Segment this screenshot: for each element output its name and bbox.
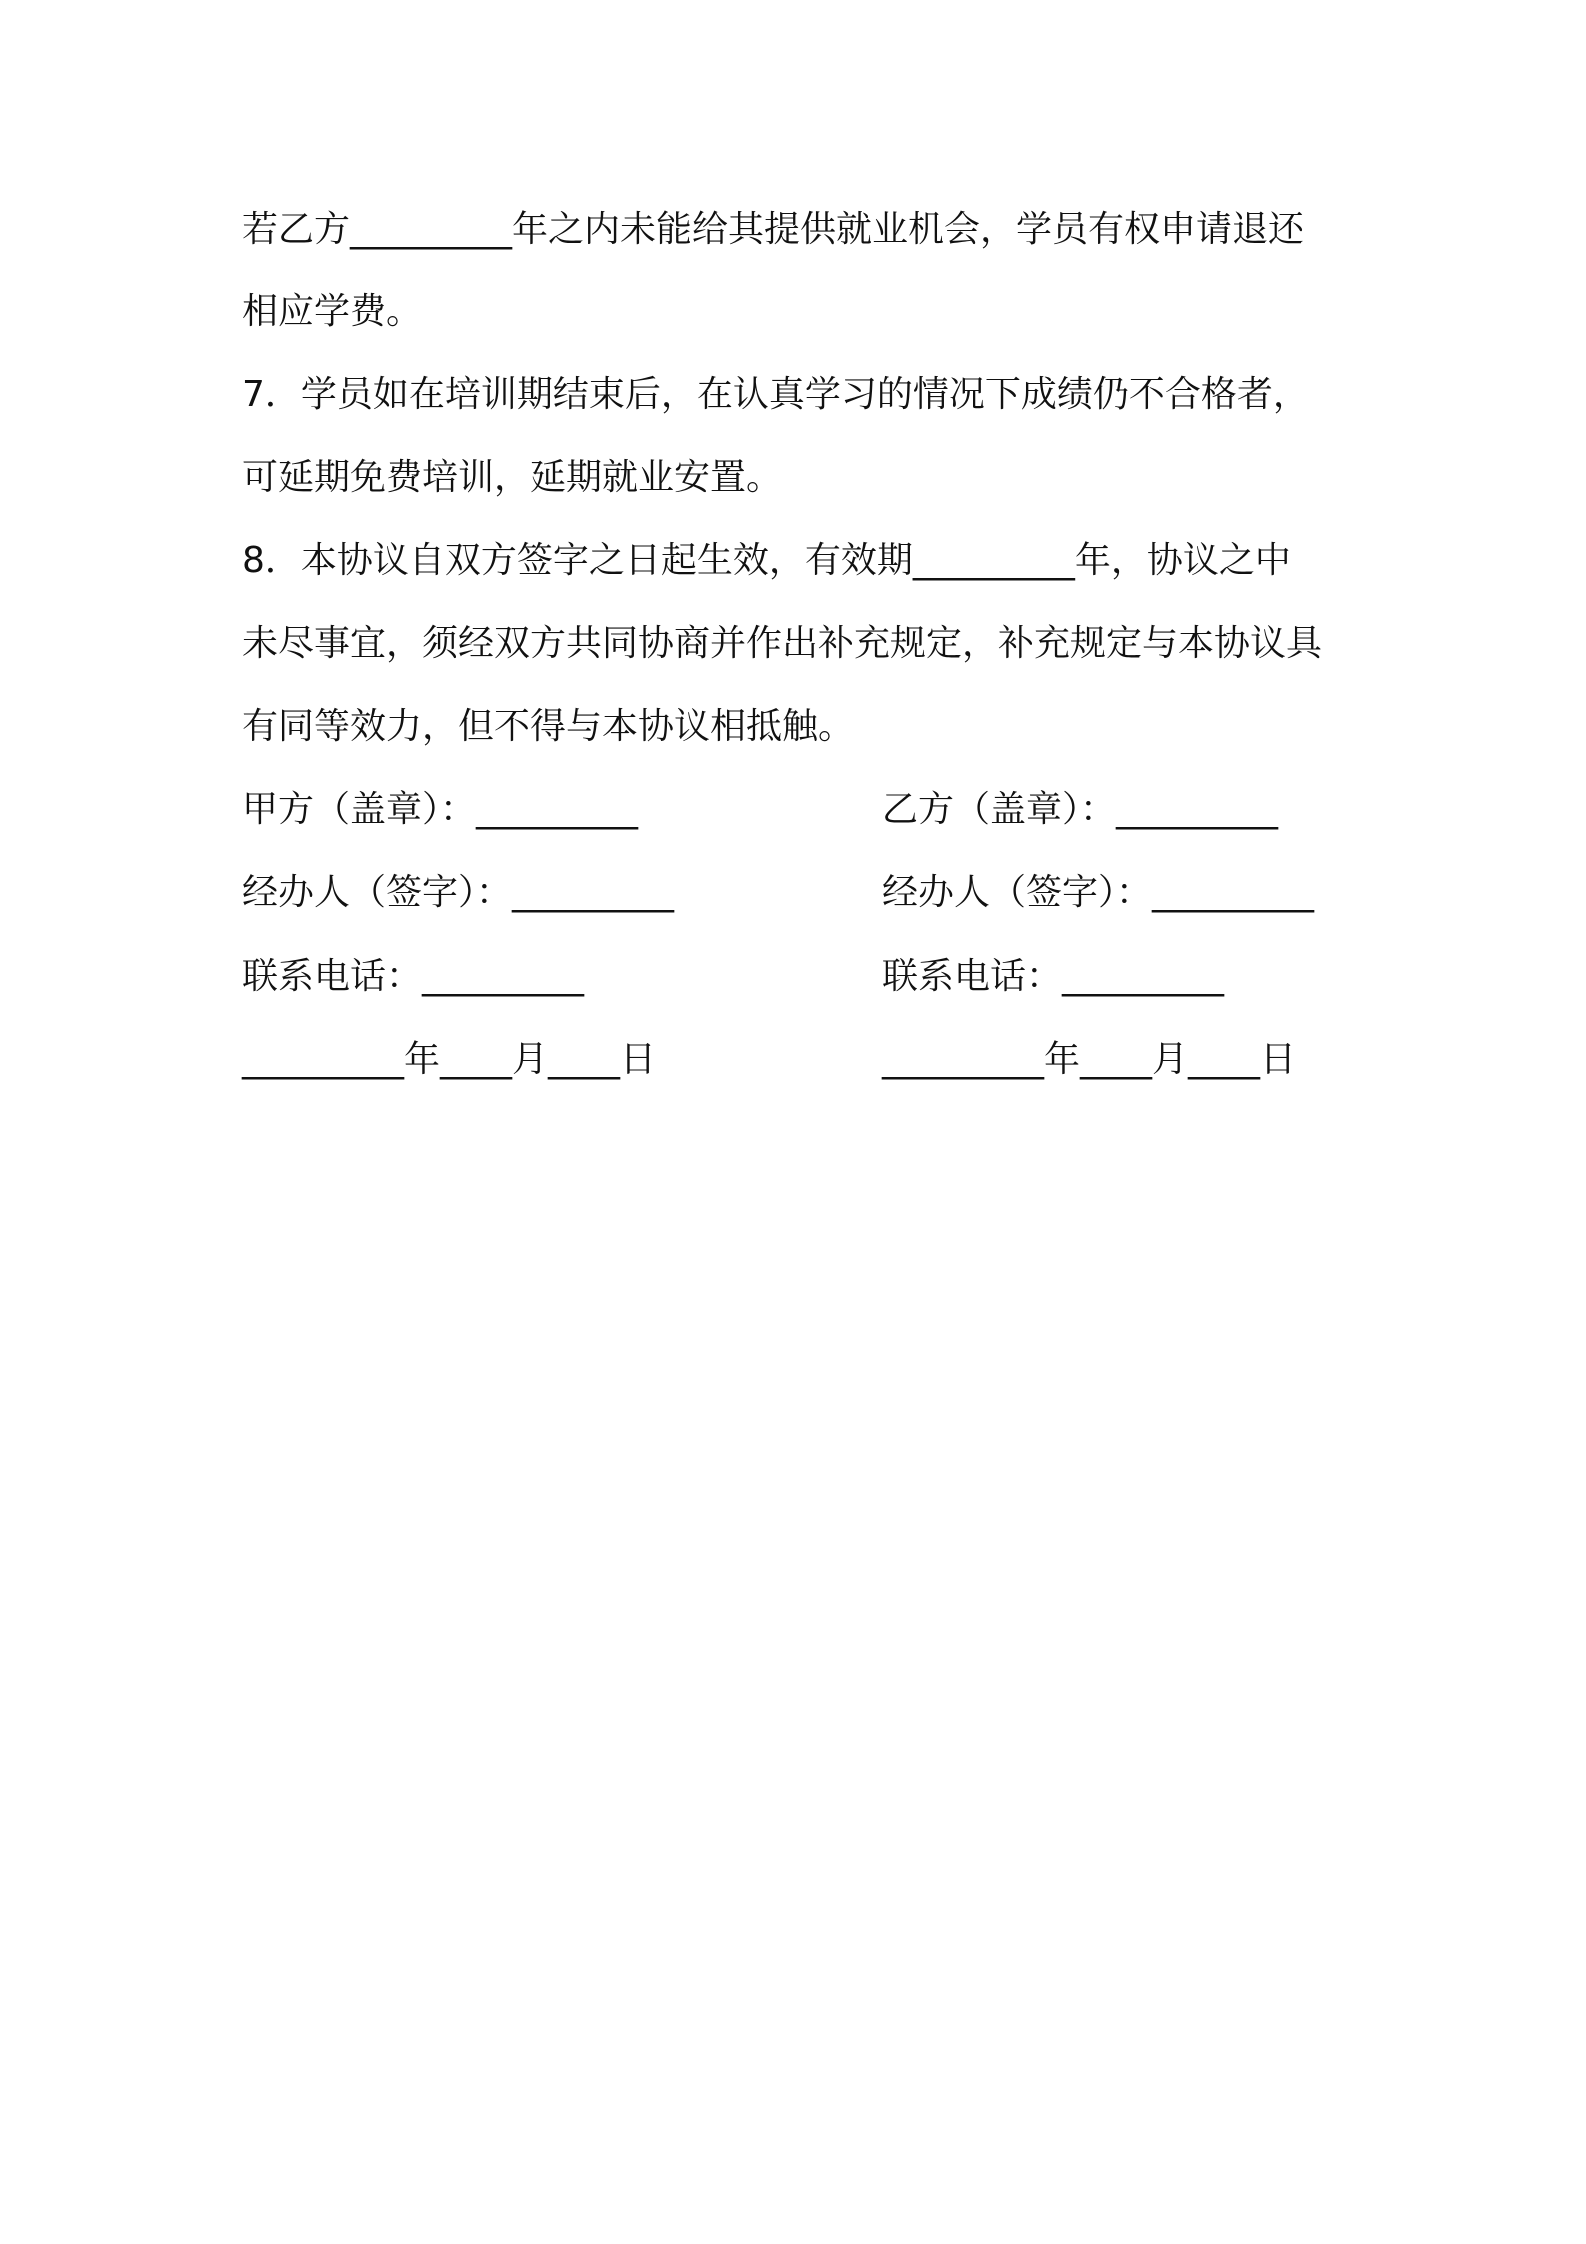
party-b-seal: 乙方（盖章）：_________ <box>882 789 1279 830</box>
paragraph-line-4: 可延期免费培训，延期就业安置。 <box>242 457 783 498</box>
paragraph-line-3: 7．学员如在培训期结束后，在认真学习的情况下成绩仍不合格者， <box>242 374 1309 415</box>
party-a-handler: 经办人（签字）：_________ <box>242 872 675 913</box>
paragraph-line-7: 有同等效力，但不得与本协议相抵触。 <box>242 706 855 747</box>
paragraph-line-1: 若乙方_________年之内未能给其提供就业机会，学员有权申请退还 <box>242 209 1305 250</box>
party-a-date: _________年____月____日 <box>242 1039 656 1080</box>
party-a-phone: 联系电话：_________ <box>242 956 585 997</box>
paragraph-line-6: 未尽事宜，须经双方共同协商并作出补充规定，补充规定与本协议具 <box>242 623 1323 664</box>
party-a-seal: 甲方（盖章）：_________ <box>242 789 639 830</box>
party-b-date: _________年____月____日 <box>882 1039 1296 1080</box>
paragraph-line-5: 8．本协议自双方签字之日起生效，有效期_________年，协议之中 <box>242 540 1291 581</box>
paragraph-line-2: 相应学费。 <box>242 291 423 332</box>
party-b-handler: 经办人（签字）：_________ <box>882 872 1315 913</box>
party-b-phone: 联系电话：_________ <box>882 956 1225 997</box>
